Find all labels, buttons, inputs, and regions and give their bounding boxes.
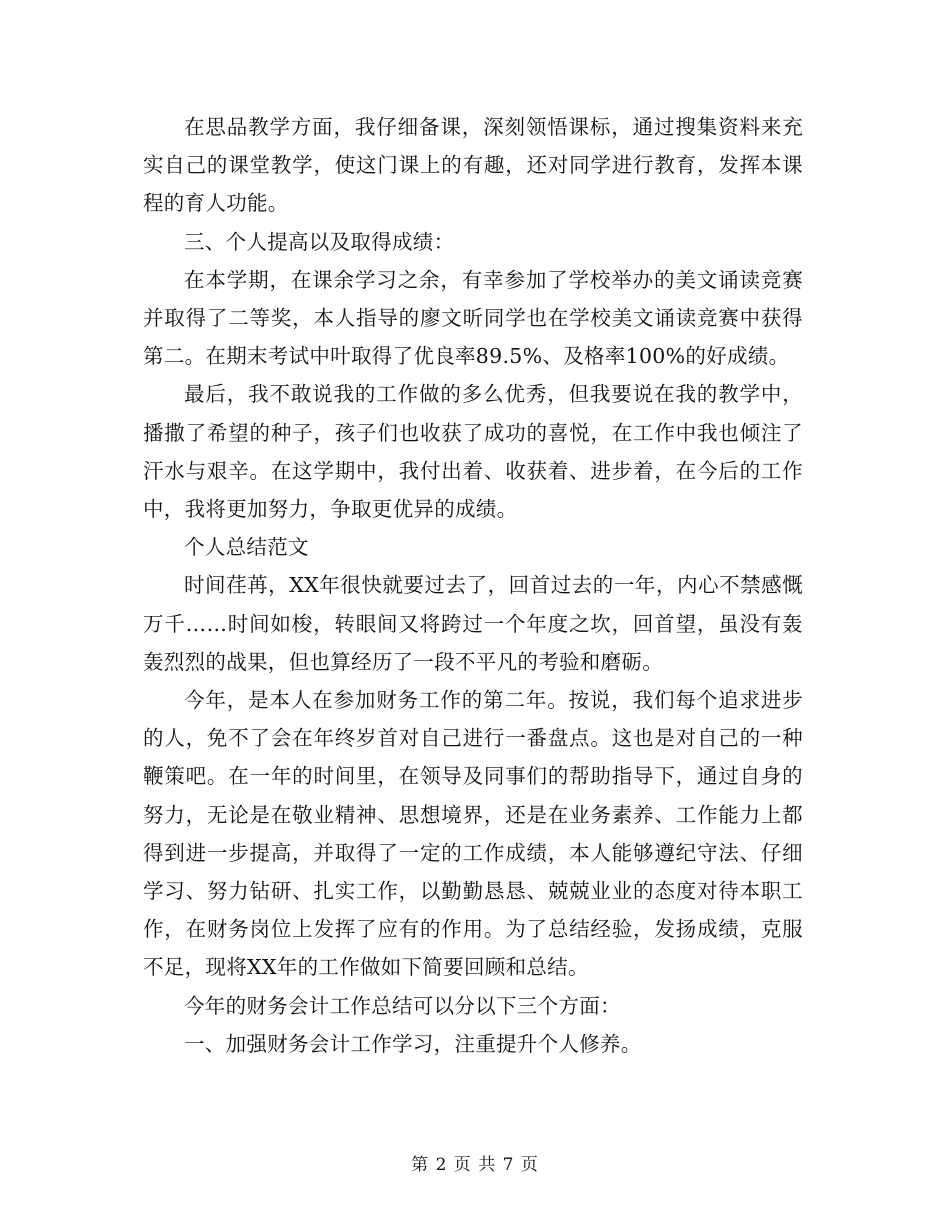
paragraph-time: 时间荏苒，XX年很快就要过去了，回首过去的一年，内心不禁感慨万千……时间如梭，转眼间又将跨过一个年度之坎，回首望，虽没有轰轰烈烈的战果，但也算经历了一段不平凡的考验和磨砺。 <box>143 573 803 674</box>
section-heading-study: 一、加强财务会计工作学习，注重提升个人修养。 <box>184 1031 642 1056</box>
paragraph-teaching: 在思品教学方面，我仔细备课，深刻领悟课标，通过搜集资料来充实自己的课堂教学，使这门课上的有趣，还对同学进行教育，发挥本课程的育人功能。 <box>143 115 803 216</box>
section-heading-improvement: 三、个人提高以及取得成绩： <box>184 229 455 254</box>
paragraph-achievements: 在本学期，在课余学习之余，有幸参加了学校举办的美文诵读竞赛并取得了二等奖，本人指导的廖文昕同学也在学校美文诵读竞赛中获得第二。在期末考试中叶取得了优良率89.5%、及格率100%的好成绩。 <box>143 267 803 369</box>
paragraph-three-aspects: 今年的财务会计工作总结可以分以下三个方面： <box>184 993 621 1018</box>
document-body <box>143 108 803 1063</box>
paragraph-finance-work: 今年，是本人在参加财务工作的第二年。按说，我们每个追求进步的人，免不了会在年终岁首对自己进行一番盘点。这也是对自己的一种鞭策吧。在一年的时间里，在领导及同事们的帮助指导下，通过自身的努力，无论是在敬业精神、思想境界，还是在业务素养、工作能力上都得到进一步提高，并取得了一定的工作成绩，本人能够遵纪守法、仔细学习、努力钻研、扎实工作，以勤勤恳恳、兢兢业业的态度对待本职工作，在财务岗位上发挥了应有的作用。为了总结经验，发扬成绩，克服不足，现将XX年的工作做如下简要回顾和总结。 <box>143 688 803 980</box>
section-heading-sample: 个人总结范文 <box>184 535 309 560</box>
page-number-footer: 第 2 页 共 7 页 <box>411 1155 539 1175</box>
paragraph-conclusion: 最后，我不敢说我的工作做的多么优秀，但我要说在我的教学中，播撒了希望的种子，孩子们也收获了成功的喜悦，在工作中我也倾注了汗水与艰辛。在这学期中，我付出着、收获着、进步着，在今后的工作中，我将更加努力，争取更优异的成绩。 <box>143 382 803 522</box>
